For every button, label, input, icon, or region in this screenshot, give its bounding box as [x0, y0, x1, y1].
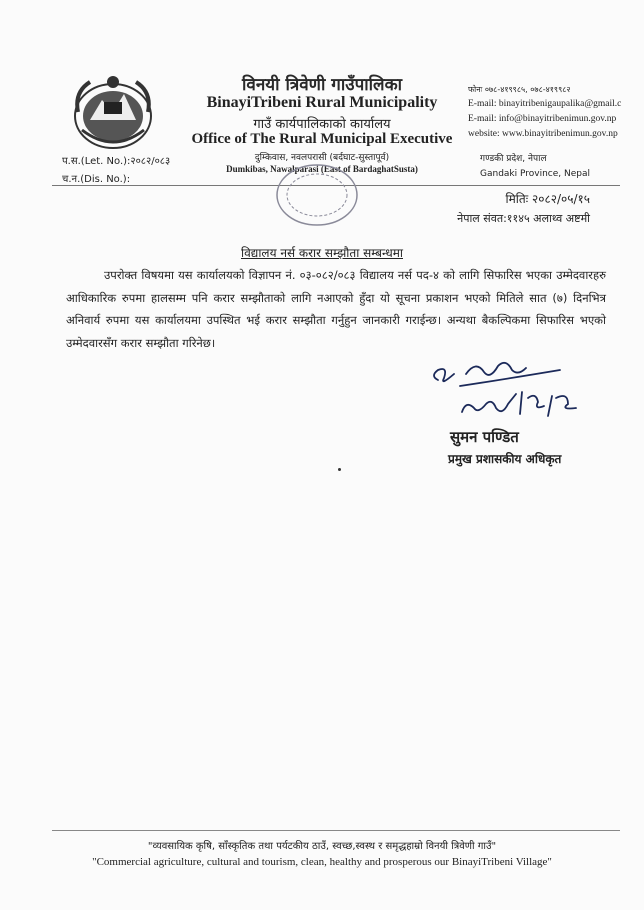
province-en: Gandaki Province, Nepal — [480, 169, 591, 179]
phone-numbers: फोनः ०७८-४१९९८५, ०७८-४१९९८२ — [468, 85, 571, 94]
signatory-title: प्रमुख प्रशासकीय अधिकृत — [448, 452, 562, 466]
letter-number: प.स.(Let. No.):२०८२/०८३ — [62, 156, 171, 167]
contact-block — [468, 82, 621, 142]
letter-date: मितिः २०८२/०५/१५ — [505, 192, 590, 206]
province-block — [480, 152, 590, 182]
municipality-name-en: BinayiTribeni Rural Municipality — [206, 94, 438, 111]
email-secondary: E-mail: info@binayitribenimun.gov.np — [468, 114, 617, 124]
reference-block — [62, 153, 170, 189]
email-primary: E-mail: binayitribenigaupalika@gmail.c — [468, 99, 622, 109]
province-np: गण्डकी प्रदेश, नेपाल — [480, 154, 547, 164]
office-name-en: Office of The Rural Municipal Executive — [191, 131, 453, 147]
website: website: www.binayitribenimun.gov.np — [468, 129, 618, 139]
letter-subject: विद्यालय नर्स करार सम्झौता सम्बन्धमा — [240, 246, 403, 260]
address-en: Dumkibas, Nawalparasi (East of BardaghatSusta) — [226, 164, 418, 174]
footer-slogan-en: "Commercial agriculture, cultural and tourism, clean, healthy and prosperous our BinayiTribeni Village" — [92, 856, 552, 868]
footer-divider — [52, 830, 620, 831]
municipality-name-np: विनयी त्रिवेणी गाउँपालिका — [241, 75, 403, 95]
letter-body: उपरोक्त विषयमा यस कार्यालयको विज्ञापन नं. ०३-०८२/०८३ विद्यालय नर्स पद-४ को लागि सिफारिस भएका उम्मेदवारहरु आधिकारिक रुपमा हालसम्म पनि करार सम्झौताको लागि नआएको हुँदा यो सूचना प्रकाशन भएको मितिले सात (७) दिनभित्र अनिवार्य रुपमा यस कार्यालयमा उपस्थित भई करार सम्झौता गर्नुहुन जानकारी गराईन्छ। अन्यथा बैकल्पिकमा सिफारिस भएको उम्मेदवारसँग करार सम्झौता गरिनेछ। — [66, 268, 606, 350]
footer-slogan-np: "व्यवसायिक कृषि, साँस्कृतिक तथा पर्यटकीय ठाउँ, स्वच्छ,स्वस्थ र समृद्धहाम्रो विनयी त्रिवेणी गाउँ" — [147, 841, 497, 852]
office-stamp-icon — [272, 160, 362, 230]
stray-mark — [338, 468, 341, 471]
office-name-np: गाउँ कार्यपालिकाको कार्यालय — [253, 117, 391, 132]
address-np: दुम्किवास, नवलपरासी (बर्दघाट-सुस्तापूर्व) — [254, 153, 390, 163]
nepal-samvat-date: नेपाल संवत:११४५ अलाथ्व अष्टमी — [457, 212, 590, 225]
handwritten-signature-icon — [420, 352, 590, 427]
signatory-name: सुमन पण्डित — [450, 428, 519, 446]
dispatch-number: च.न.(Dis. No.): — [62, 174, 131, 185]
